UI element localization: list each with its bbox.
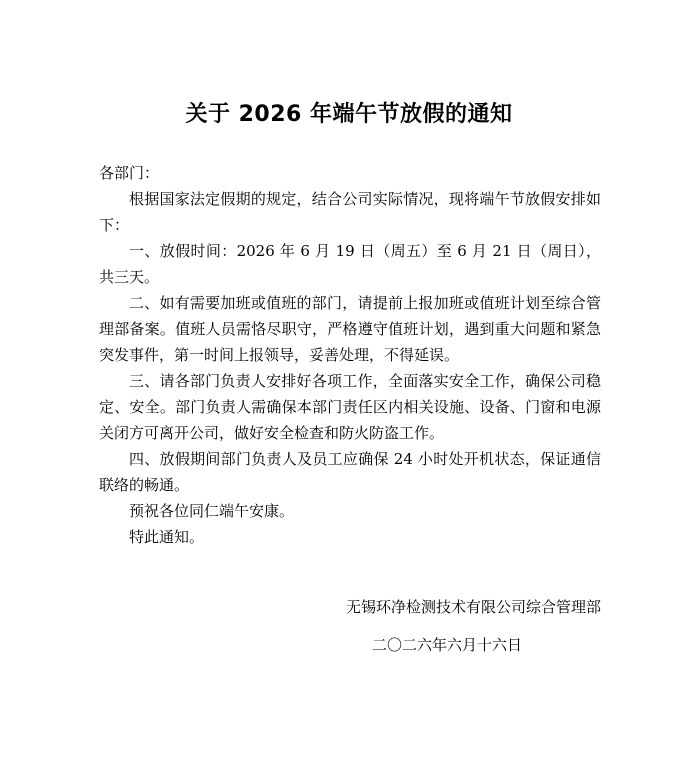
signature-org: 无锡环净检测技术有限公司综合管理部 <box>345 598 601 616</box>
notice-title: 关于 2026 年端午节放假的通知 <box>185 102 513 127</box>
paragraph-wishes: 预祝各位同仁端午安康。 <box>129 502 295 520</box>
paragraph-intro: 根据国家法定假期的规定，结合公司实际情况，现将端午节放假安排如下： <box>99 190 601 234</box>
paragraph-closing: 特此通知。 <box>129 528 205 546</box>
paragraph-item-4: 四、放假期间部门负责人及员工应确保 24 小时处开机状态，保证通信联络的畅通。 <box>99 450 601 494</box>
paragraph-item-3: 三、请各部门负责人安排好各项工作，全面落实安全工作，确保公司稳定、安全。部门负责人需确保本部门责任区内相关设施、设备、门窗和电源关闭方可离开公司，做好安全检查和防火防盗工作。 <box>99 372 601 442</box>
salutation: 各部门： <box>99 164 160 182</box>
notice-body <box>99 160 601 550</box>
paragraph-item-1: 一、放假时间：2026 年 6 月 19 日（周五）至 6 月 21 日（周日），共三天。 <box>99 242 601 286</box>
signature-date: 二〇二六年六月十六日 <box>372 636 523 654</box>
paragraph-item-2: 二、如有需要加班或值班的部门，请提前上报加班或值班计划至综合管理部备案。值班人员需恪尽职守，严格遵守值班计划，遇到重大问题和紧急突发事件，第一时间上报领导，妥善处理，不得延误。 <box>99 294 601 364</box>
